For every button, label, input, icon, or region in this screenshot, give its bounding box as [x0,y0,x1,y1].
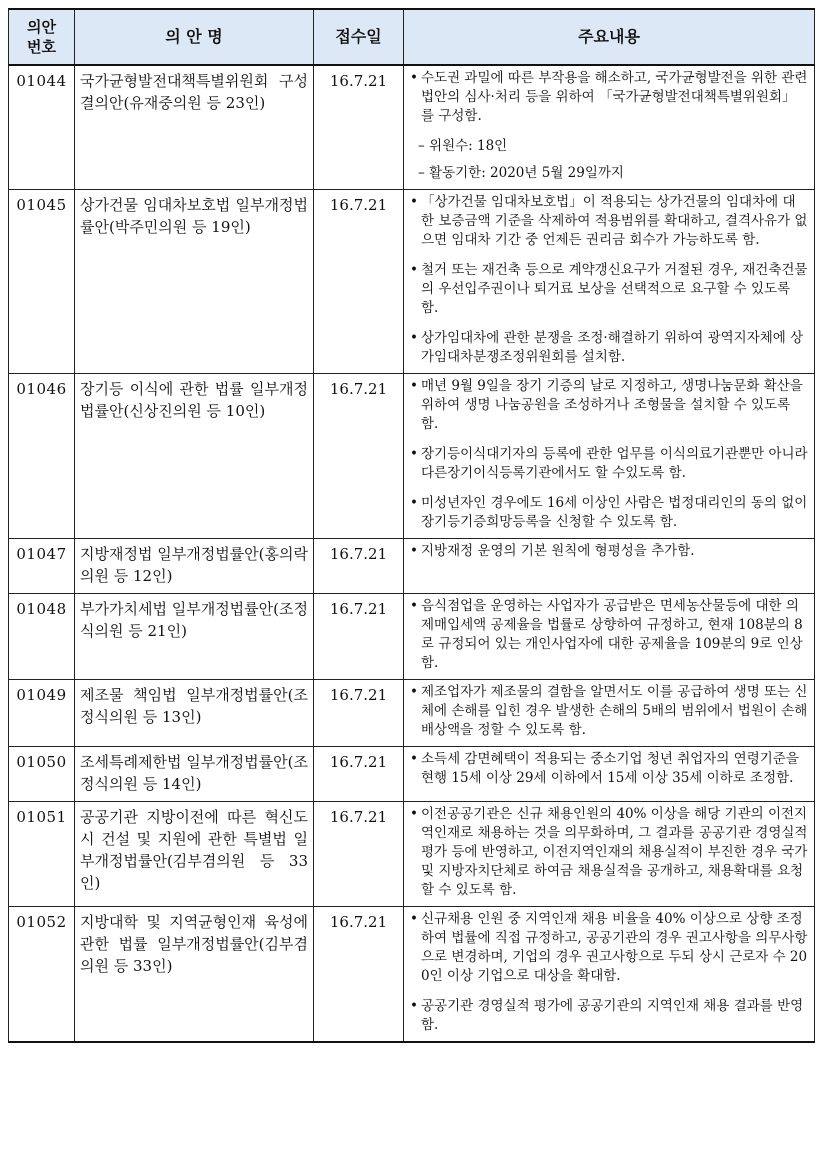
bullet-icon: • [410,806,418,822]
table-row [9,594,815,680]
bill-number: 01048 [9,594,75,680]
bill-number: 01049 [9,680,75,747]
bullet-icon: • [410,911,418,927]
content-detail-line: – 위원수: 18인 [418,138,508,154]
content-bullet [410,445,808,483]
bullet-text: 이전공공기관은 신규 채용인원의 40% 이상을 해당 기관의 이전지역인재로 채용하는 것을 의무화하며, 그 결과를 공공기관 경영실적 평가 등에 반영하고, 이전지역인재의 채용실적이 부진한 경우 국가 및 지방자치단체로 하여금 채용실적을 공개하고, 채용확대를 요청할 수 있도록 함. [421,806,808,898]
bill-number: 01046 [9,374,75,539]
content-bullet [410,750,808,788]
main-content [404,539,815,594]
bill-number: 01047 [9,539,75,594]
main-content [404,680,815,747]
bullet-text: 매년 9월 9일을 장기 기증의 날로 지정하고, 생명나눔문화 확산을 위하여 생명 나눔공원을 조성하거나 조형물을 설치할 수 있도록 함. [421,378,803,432]
bullet-icon: • [410,378,418,394]
bill-number: 01051 [9,802,75,907]
table-row [9,190,815,374]
table-row [9,680,815,747]
bullet-text: 신규채용 인원 중 지역인재 채용 비율을 40% 이상으로 상향 조정하여 법률에 직접 규정하고, 공공기관의 경우 권고사항을 의무사항으로 변경하며, 기업의 경우 권고사항으로 두되 상시 근로자 수 200인 이상 기업으로 대상을 확대함. [421,911,808,984]
bullet-icon: • [410,998,418,1014]
bullet-icon: • [410,262,418,278]
main-content [404,374,815,539]
bill-number: 01050 [9,747,75,802]
content-bullet [410,542,808,561]
bullet-icon: • [410,543,418,559]
received-date: 16.7.21 [314,65,404,190]
column-header-received-date: 접수일 [314,9,404,65]
bill-title: 상가건물 임대차보호법 일부개정법률안(박주민의원 등 19인) [75,190,314,374]
table-row [9,747,815,802]
main-content [404,802,815,907]
table-row [9,65,815,190]
bullet-icon: • [410,495,418,511]
content-detail-line: – 활동기한: 2020년 5월 29일까지 [418,165,624,181]
bullet-text: 공공기관 경영실적 평가에 공공기관의 지역인재 채용 결과를 반영함. [421,998,804,1033]
bullet-text: 지방재정 운영의 기본 원칙에 형평성을 추가함. [421,543,695,559]
bullet-text: 미성년자인 경우에도 16세 이상인 사람은 법정대리인의 동의 없이 장기등기증희망등록을 신청할 수 있도록 함. [421,495,808,530]
table-row [9,907,815,1043]
content-bullet [410,805,808,900]
bill-table [8,8,815,1043]
received-date: 16.7.21 [314,594,404,680]
bullet-icon: • [410,194,418,210]
bill-title: 제조물 책임법 일부개정법률안(조정식의원 등 13인) [75,680,314,747]
bill-title: 조세특례제한법 일부개정법률안(조정식의원 등 14인) [75,747,314,802]
content-bullet [410,377,808,434]
table-row [9,802,815,907]
bullet-icon: • [410,330,418,346]
bill-title: 장기등 이식에 관한 법률 일부개정법률안(신상진의원 등 10인) [75,374,314,539]
content-bullet [410,261,808,318]
bullet-text: 소득세 감면혜택이 적용되는 중소기업 청년 취업자의 연령기준을 현행 15세 이상 29세 이하에서 15세 이상 35세 이하로 조정함. [421,751,799,786]
bill-number: 01044 [9,65,75,190]
bill-title: 공공기관 지방이전에 따른 혁신도시 건설 및 지원에 관한 특별법 일부개정법률안(김부겸의원 등 33인) [75,802,314,907]
bullet-icon: • [410,446,418,462]
bill-title: 국가균형발전대책특별위원회 구성결의안(유재중의원 등 23인) [75,65,314,190]
received-date: 16.7.21 [314,802,404,907]
main-content [404,594,815,680]
bill-title: 지방재정법 일부개정법률안(홍의락의원 등 12인) [75,539,314,594]
bill-number: 01052 [9,907,75,1043]
bill-title: 부가가치세법 일부개정법률안(조정식의원 등 21인) [75,594,314,680]
bill-number: 01045 [9,190,75,374]
main-content [404,907,815,1043]
table-bottom-rule [9,1042,815,1043]
bill-title: 지방대학 및 지역균형인재 육성에 관한 법률 일부개정법률안(김부겸의원 등 33인) [75,907,314,1043]
bullet-text: 철거 또는 재건축 등으로 계약갱신요구가 거절된 경우, 재건축건물의 우선입주권이나 퇴거료 보상을 선택적으로 요구할 수 있도록 함. [421,262,808,316]
bullet-text: 제조업자가 제조물의 결함을 알면서도 이를 공급하여 생명 또는 신체에 손해를 입힌 경우 발생한 손해의 5배의 범위에서 법원이 손해배상액을 정할 수 있도록 함. [421,684,808,738]
content-bullet [410,683,808,740]
bullet-icon: • [410,751,418,767]
bullet-icon: • [410,70,418,86]
received-date: 16.7.21 [314,190,404,374]
received-date: 16.7.21 [314,747,404,802]
column-header-main-content: 주요내용 [404,9,815,65]
main-content [404,747,815,802]
main-content [404,65,815,190]
bullet-text: 상가임대차에 관한 분쟁을 조정·해결하기 위하여 광역지자체에 상가임대차분쟁조정위원회를 설치함. [421,330,804,365]
column-header-bill-title: 의 안 명 [75,9,314,65]
bullet-icon: • [410,598,418,614]
bullet-text: 수도권 과밀에 따른 부작용을 해소하고, 국가균형발전을 위한 관련 법안의 심사·처리 등을 위하여 「국가균형발전대책특별위원회」를 구성함. [421,70,808,124]
content-bullet [410,193,808,250]
bullet-text: 「상가건물 임대차보호법」이 적용되는 상가건물의 임대차에 대한 보증금액 기준을 삭제하여 적용범위를 확대하고, 결격사유가 없으면 임대차 기간 중 언제든 권리금 회수가 가능하도록 함. [421,194,808,248]
bullet-text: 장기등이식대기자의 등록에 관한 업무를 이식의료기관뿐만 아니라 다른장기이식등록기관에서도 할 수있도록 함. [421,446,808,481]
table-row [9,374,815,539]
content-bullet [410,494,808,532]
content-bullet [410,910,808,986]
table-row [9,539,815,594]
bullet-icon: • [410,684,418,700]
content-bullet [410,597,808,673]
content-bullet [410,69,808,126]
received-date: 16.7.21 [314,539,404,594]
content-bullet [410,997,808,1035]
column-header-bill-number: 의안 번호 [9,9,75,65]
main-content [404,190,815,374]
received-date: 16.7.21 [314,374,404,539]
received-date: 16.7.21 [314,680,404,747]
bullet-text: 음식점업을 운영하는 사업자가 공급받은 면세농산물등에 대한 의제매입세액 공제율을 법률로 상향하여 규정하고, 현재 108분의 8로 규정되어 있는 개인사업자에 대한 공제율을 109분의 9로 인상함. [421,598,803,671]
received-date: 16.7.21 [314,907,404,1043]
content-bullet [410,329,808,367]
table-header-row [9,9,815,65]
